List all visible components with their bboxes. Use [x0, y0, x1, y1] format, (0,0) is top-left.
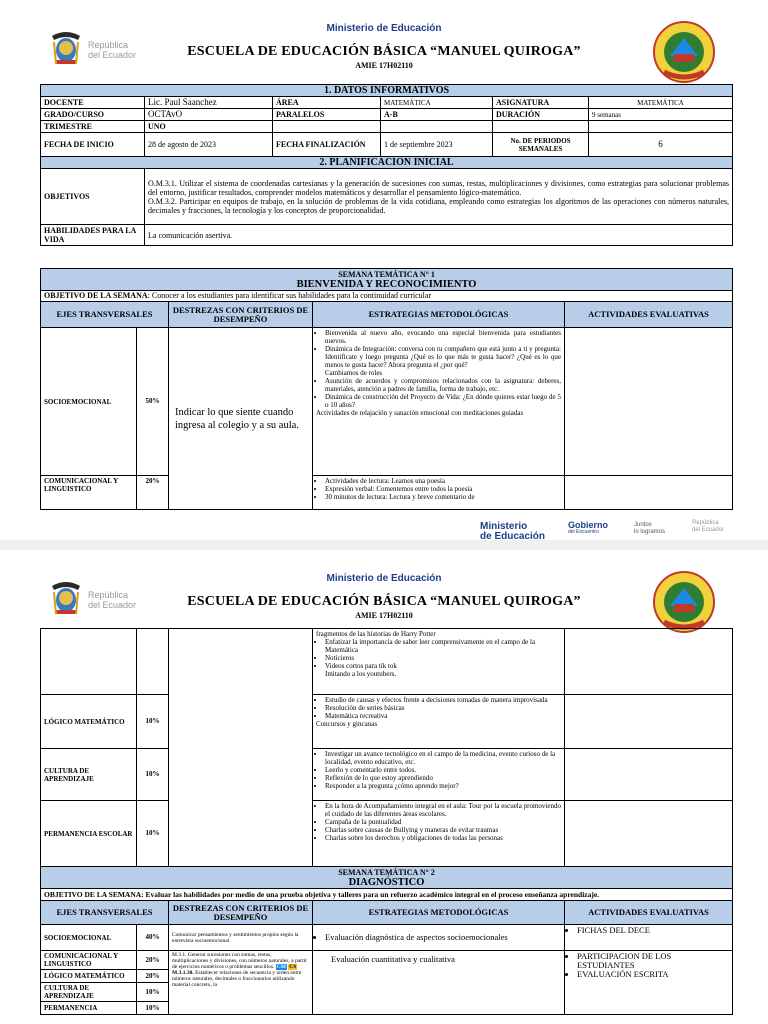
destreza-m3138: Establecer relaciones de secuencia y orden entre números naturales, decimales o fraccionarios utilizando material concreto, la [172, 970, 302, 988]
estrategias-list [316, 329, 561, 409]
trimestre-label: TRIMESTRE [41, 121, 145, 133]
republic-line-2: del Ecuador [88, 600, 137, 610]
eje-permanencia-escolar: PERMANENCIA ESCOLAR [41, 801, 137, 867]
semana1-objetivo-label: OBJETIVO DE LA SEMANA [44, 291, 148, 300]
pct-cultura-aprendizaje: 10% [137, 749, 169, 801]
list-item: • En la hora de Acompañamiento integral en el aula: Tour por la escuela promoviendo el cuidado de las diferentes áreas escolares. [325, 802, 561, 818]
fecha-fin-label: FECHA FINALIZACIÓN [273, 133, 381, 157]
republic-line-2: del Ecuador [88, 50, 137, 60]
objetivos-label: OBJETIVOS [41, 169, 145, 225]
asignatura-value: MATEMÁTICA [589, 97, 733, 109]
col-estrategias: ESTRATEGIAS METODOLÓGICAS [313, 901, 565, 925]
list-item: • Investigar un avance tecnológico en el campo de la medicina, evento curioso de la localidad, evento educativo, etc. [325, 750, 561, 766]
juntos-line2: lo logramos [634, 529, 666, 535]
list-item: • Charlas sobre los derechos y obligaciones de todas las personas [325, 834, 561, 842]
semana1-title: BIENVENIDA Y RECONOCIMIENTO [296, 278, 477, 290]
ministry-heading: Ministerio de Educación [326, 23, 442, 34]
asignatura-label: ASIGNATURA [493, 97, 589, 109]
pct-permanencia-escolar: 10% [137, 801, 169, 867]
list-item: • Charlas sobre causas de Bullying y maneras de evitar traumas [325, 826, 561, 834]
footer-ministerio-line1: Ministerio [480, 521, 528, 532]
paralelos-label: PARALELOS [273, 109, 381, 121]
objetivo-om32: O.M.3.2. Participar en equipos de trabajo, en la solución de problemas de la vida cotidiana, empleando como estrategias los algoritmos de las operaciones con números naturales, decimales y fracciones, la tecnología y los conceptos de proporcionalidad. [148, 196, 729, 215]
docente-value: Lic. Paul Saanchez [145, 97, 273, 109]
list-item: • Dinámica de Integración: conversa con tu compañero que está junto a ti y pregunta: Identifícate y luego pregunta ¿Qué es lo que más te gusta hacer? ¿Qué es lo que menos te gusta hacer? Ahora pregunta el ¿por qué? Cambiamos de roles [325, 345, 561, 377]
footer-gobierno-logo [568, 520, 608, 535]
gobierno-sub: del Encuentro [568, 529, 599, 535]
estrategias-list [316, 477, 561, 501]
list-item: • FICHAS DEL DECE [577, 926, 729, 935]
list-item: • 30 minutos de lectura: Lectura y breve comentario de [325, 493, 561, 501]
destreza-m3138-code: M.3.1.38. [172, 970, 194, 976]
col-destrezas: DESTREZAS CON CRITERIOS DE DESEMPEÑO [169, 302, 313, 328]
pct-comunicacional: 20% [137, 476, 169, 510]
list-item: • Enfatizar la importancia de saber leer comprensivamente en el campo de la Matemática [325, 638, 561, 654]
destreza-m31: M.3.1. Generar sucesiones con sumas, restas, multiplicaciones y divisiones, con números naturales, a partir de ejercicios numéricos o problemas sencillos. [172, 952, 307, 970]
school-title: ESCUELA DE EDUCACIÓN BÁSICA “MANUEL QUIROGA” [187, 44, 581, 59]
eje-cultura-aprendizaje: CULTURA DE APRENDIZAJE [41, 983, 137, 1002]
paralelos-value: A-B [381, 109, 493, 121]
section-planificacion: 2. PLANIFICACIÓN INICIAL [41, 157, 733, 169]
semana2-number: SEMANA TEMÁTICA N° 2 [338, 867, 435, 877]
school-title: ESCUELA DE EDUCACIÓN BÁSICA “MANUEL QUIROGA” [187, 594, 581, 609]
list-item: • Expresión verbal: Comentemos entre todos la poesía [325, 485, 561, 493]
datos-informativos-table [40, 84, 733, 246]
footer-republica-logo [692, 520, 724, 534]
semana1-destreza: Indicar lo que siente cuando ingresa al colegio y a su aula. [169, 328, 313, 510]
list-item: • Bienvenida al nuevo año, evocando una especial bienvenida para estudiantes nuevos. [325, 329, 561, 345]
eje-logico-matematico: LÓGICO MATEMÁTICO [41, 695, 137, 749]
footer-ministerio-logo [480, 522, 545, 540]
area-value: MATEMÁTICA [381, 97, 493, 109]
pct-cultura-aprendizaje: 10% [137, 983, 169, 1002]
semana2-title: DIAGNÓSTICO [348, 876, 425, 888]
footer-ministerio-line2: de Educación [480, 531, 546, 540]
list-item: • Noticieros [325, 654, 561, 662]
estrategias-list [316, 933, 561, 942]
col-actividades: ACTIVIDADES EVALUATIVAS [565, 302, 733, 328]
list-item: • Asunción de acuerdos y compromisos relacionados con la asignatura: deberes, materiales, atención a padres de familia, forma de trabajo, etc. [325, 377, 561, 393]
docente-label: DOCENTE [41, 97, 145, 109]
socio-destreza: Comunicar pensamientos y sentimientos propios según la entrevista socioemocional [169, 925, 313, 951]
list-item: • Responder a la pregunta ¿cómo aprendo mejor? [325, 782, 561, 790]
duracion-value: 9 semanas [589, 109, 733, 121]
col-destrezas: DESTREZAS CON CRITERIOS DE DESEMPEÑO [169, 901, 313, 925]
eje-comunicacional: COMUNICACIONAL Y LINGUISTICO [41, 476, 137, 510]
amie-code: AMIE 17H02110 [355, 611, 413, 620]
estrategias-list [316, 750, 561, 790]
semana1-number: SEMANA TEMÁTICA N° 1 [338, 269, 435, 279]
eje-permanencia: PERMANENCIA [41, 1002, 137, 1015]
eje-cultura-aprendizaje: CULTURA DE APRENDIZAJE [41, 749, 137, 801]
footer-rep-line1: República [692, 520, 719, 526]
list-item: • Actividades de lectura: Leamos una poesía [325, 477, 561, 485]
list-item: • EVALUACIÓN ESCRITA [577, 970, 729, 979]
semana1-table [40, 268, 733, 510]
objetivo-om31: O.M.3.1. Utilizar el sistema de coordenadas cartesianas y la generación de sucesiones con sumas, restas, multiplicaciones y divisiones, como estrategias para solucionar problemas del entorno, justificar resultados, comprender modelos matemáticos y desarrollar el pensamiento lógico-matemático. [148, 178, 729, 197]
document-page-2 [0, 550, 768, 1024]
list-item: • Matemática recreativa [325, 712, 561, 720]
evaluacion-estrategia: Evaluación cuantitativa y cualitativa [313, 951, 565, 1015]
list-item: • PARTICIPACION DE LOS ESTUDIANTES [577, 952, 729, 970]
habilidades-value: La comunicación asertiva. [145, 225, 733, 246]
republic-line-1: República [88, 590, 129, 600]
estrategias-list [316, 638, 561, 678]
pct-socioemocional: 50% [137, 328, 169, 476]
actividades-list [568, 926, 729, 935]
actividades-list [568, 952, 729, 979]
list-item: fragmentos de las historias de Harry Potter [316, 630, 436, 638]
semana1-objetivo-value: : Conocer a los estudiantes para identificar sus habilidades para la continuidad curricular [147, 291, 432, 300]
eje-comunicacional: COMUNICACIONAL Y LINGUISTICO [41, 951, 137, 970]
amie-code: AMIE 17H02110 [355, 61, 413, 70]
col-estrategias: ESTRATEGIAS METODOLÓGICAS [313, 302, 565, 328]
col-actividades: ACTIVIDADES EVALUATIVAS [565, 901, 733, 925]
fecha-inicio-value: 28 de agosto de 2023 [145, 133, 273, 157]
eje-socioemocional: SOCIOEMOCIONAL [41, 925, 137, 951]
estrategias-list [316, 696, 561, 720]
gobierno-text: Gobierno [568, 520, 608, 530]
periodos-value: 6 [589, 133, 733, 157]
periodos-label: No. DE PERIODOS SEMANALES [493, 133, 589, 157]
badge-cs: CS [289, 964, 297, 970]
ministry-heading: Ministerio de Educación [326, 573, 442, 584]
footer-juntos-text [634, 522, 665, 536]
badge-cm: CM [276, 964, 286, 970]
list-item: • Resolución de series básicas [325, 704, 561, 712]
fecha-fin-value: 1 de septiembre 2023 [381, 133, 493, 157]
footer-rep-line2: del Ecuador [692, 527, 725, 533]
eje-socioemocional: SOCIOEMOCIONAL [41, 328, 137, 476]
list-item: • Campaña de la puntualidad [325, 818, 561, 826]
col-ejes-transversales: EJES TRANSVERSALES [41, 901, 169, 925]
list-item: • Reflexión de lo que estoy aprendiendo [325, 774, 561, 782]
pct-permanencia: 10% [137, 1002, 169, 1015]
pct-comunicacional: 20% [137, 951, 169, 970]
list-item: • Videos cortos para tik tok Imitando a los youtubers. [325, 662, 561, 678]
grado-label: GRADO/CURSO [41, 109, 145, 121]
estrategia-tail: Concursos y gincanas [316, 720, 378, 728]
pct-logico-matematico: 20% [137, 970, 169, 983]
school-seal-icon [652, 20, 716, 84]
list-item: • Dinámica de construcción del Proyecto de Vida: ¿En dónde quieres estar luego de 5 o 10 años? [325, 393, 561, 409]
semana2-objetivo-value: : Evaluar las habilidades por medio de una prueba objetiva y talleres para un refuerzo académico integral en el proceso enseñanza aprendizaje. [141, 890, 600, 899]
col-ejes-transversales: EJES TRANSVERSALES [41, 302, 169, 328]
duracion-label: DURACIÓN [493, 109, 589, 121]
habilidades-label: HABILIDADES PARA LA VIDA [41, 225, 145, 246]
estrategias-list [316, 802, 561, 842]
semana1-continuation-table [40, 628, 733, 1015]
list-item: • Evaluación diagnóstica de aspectos socioemocionales [325, 933, 561, 942]
area-label: ÁREA [273, 97, 381, 109]
school-seal-icon [652, 570, 716, 634]
fecha-inicio-label: FECHA DE INICIO [41, 133, 145, 157]
republic-line-1: República [88, 40, 129, 50]
list-item: • Leerlo y comentarlo entre todos. [325, 766, 561, 774]
list-item: • Estudio de causas y efectos frente a decisiones tomadas de manera improvisada [325, 696, 561, 704]
juntos-line1: Juntos [634, 522, 652, 528]
estrategia-tail: Actividades de relajación y sanación emocional con meditaciones guiadas [316, 409, 524, 417]
trimestre-value: UNO [145, 121, 273, 133]
section-datos-informativos: 1. DATOS INFORMATIVOS [41, 85, 733, 97]
grado-value: OCTAvO [145, 109, 273, 121]
pct-socioemocional: 40% [137, 925, 169, 951]
eje-logico-matematico: LÓGICO MATEMÁTICO [41, 970, 137, 983]
semana2-objetivo-label: OBJETIVO DE LA SEMANA [44, 890, 142, 899]
pct-logico-matematico: 10% [137, 695, 169, 749]
